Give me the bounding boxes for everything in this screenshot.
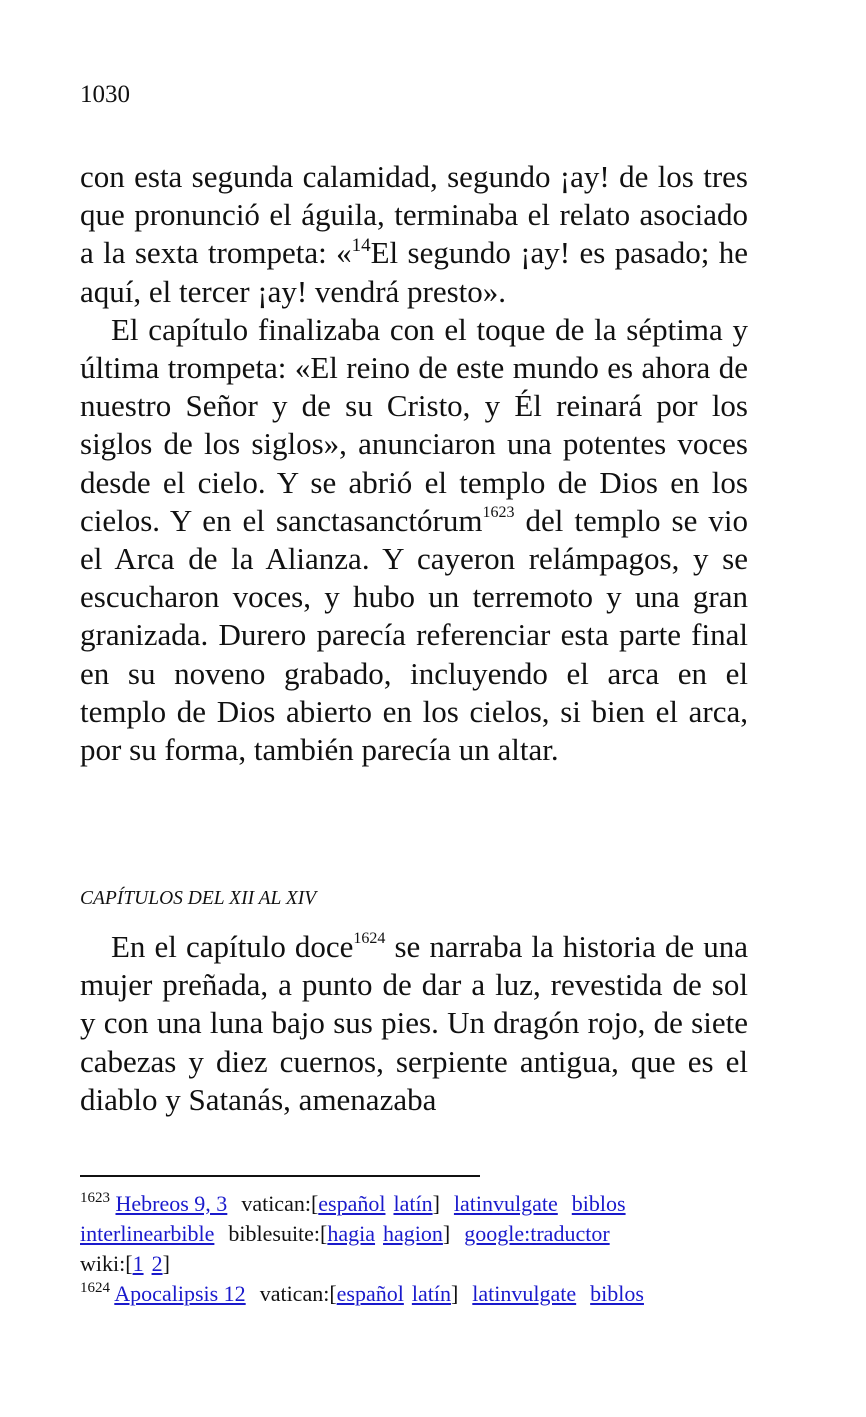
verse-number: 14 — [351, 235, 371, 257]
main-text-block — [80, 158, 748, 769]
paragraph-1-text-b: El segundo ¡ay! es pasado; he aquí, el tercer ¡ay! vendrá presto». — [80, 235, 748, 309]
footnote-divider — [80, 1175, 480, 1177]
footnote-number: 1624 — [80, 1280, 110, 1296]
google-traductor-link[interactable]: google:traductor — [464, 1221, 610, 1246]
wiki-label: wiki:[ — [80, 1251, 133, 1276]
paragraph-1-text-a: con esta segunda calamidad, segundo ¡ay! de los tres que pronunció el águila, terminaba el relato asociado a la sexta trompeta: « — [80, 159, 748, 271]
paragraph-3-text-a: En el capítulo doce — [111, 929, 354, 964]
footnote-ref-1623[interactable]: 1623 — [482, 503, 515, 521]
paragraph-1 — [80, 158, 748, 311]
wiki-link-1[interactable]: 1 — [132, 1251, 144, 1276]
bible-ref-link[interactable]: Hebreos 9, 3 — [115, 1191, 228, 1216]
vatican-espanol-link[interactable]: español — [318, 1191, 386, 1216]
latinvulgate-link[interactable]: latinvulgate — [453, 1191, 558, 1216]
vatican-latin-link[interactable]: latín — [393, 1191, 433, 1216]
footnote-1623 — [80, 1189, 748, 1279]
wiki-link-2[interactable]: 2 — [151, 1251, 163, 1276]
interlinearbible-link[interactable]: interlinearbible — [80, 1221, 215, 1246]
vatican-label: vatican:[ — [241, 1191, 319, 1216]
biblesuite-hagia-link[interactable]: hagia — [327, 1221, 376, 1246]
footnote-1624 — [80, 1279, 748, 1309]
bracket-close: ] — [432, 1191, 440, 1216]
vatican-espanol-link[interactable]: español — [336, 1281, 404, 1306]
latinvulgate-link[interactable]: latinvulgate — [472, 1281, 577, 1306]
bracket-close: ] — [450, 1281, 459, 1306]
bracket-close: ] — [442, 1221, 451, 1246]
footnote-ref-1624[interactable]: 1624 — [353, 930, 386, 947]
paragraph-2-text-b: del templo se vio el Arca de la Alianza. Y cayeron relámpagos, y se escucharon voces, y hubo un terremoto y una gran granizada. Durero parecía referenciar esta parte final en su noveno grabado, incluyendo el arca en el templo de Dios abierto en los cielos, si bien el arca, por su forma, también parecía un altar. — [80, 502, 748, 768]
biblos-link[interactable]: biblos — [590, 1281, 644, 1306]
bracket-close: ] — [162, 1251, 170, 1276]
biblesuite-label: biblesuite:[ — [228, 1221, 328, 1246]
footnote-number: 1623 — [80, 1190, 110, 1206]
biblos-link[interactable]: biblos — [571, 1191, 626, 1216]
paragraph-2-text-a: El capítulo finalizaba con el toque de la séptima y última trompeta: «El reino de este mundo es ahora de nuestro Señor y de su Cristo, y Él reinará por los siglos de los siglos», anunciaron una potentes voces desde el cielo. Y se abrió el templo de Dios en los cielos. Y en el sanctasanctórum — [80, 311, 748, 538]
vatican-label: vatican:[ — [259, 1281, 337, 1306]
bible-ref-link[interactable]: Apocalipsis 12 — [114, 1281, 246, 1306]
vatican-latin-link[interactable]: latín — [411, 1281, 451, 1306]
page-number: 1030 — [80, 81, 130, 108]
footnotes — [80, 1189, 748, 1309]
biblesuite-hagion-link[interactable]: hagion — [383, 1221, 443, 1246]
main-text-block-2 — [80, 928, 748, 1119]
paragraph-3-text-b: se narraba la historia de una mujer preñada, a punto de dar a luz, revestida de sol y con una luna bajo sus pies. Un dragón rojo, de siete cabezas y diez cuernos, serpiente antigua, que es el diablo y Satanás, amenazaba — [80, 929, 749, 1117]
paragraph-2 — [80, 311, 748, 769]
section-heading: CAPÍTULOS DEL XII AL XIV — [80, 888, 317, 909]
paragraph-3 — [80, 928, 748, 1119]
